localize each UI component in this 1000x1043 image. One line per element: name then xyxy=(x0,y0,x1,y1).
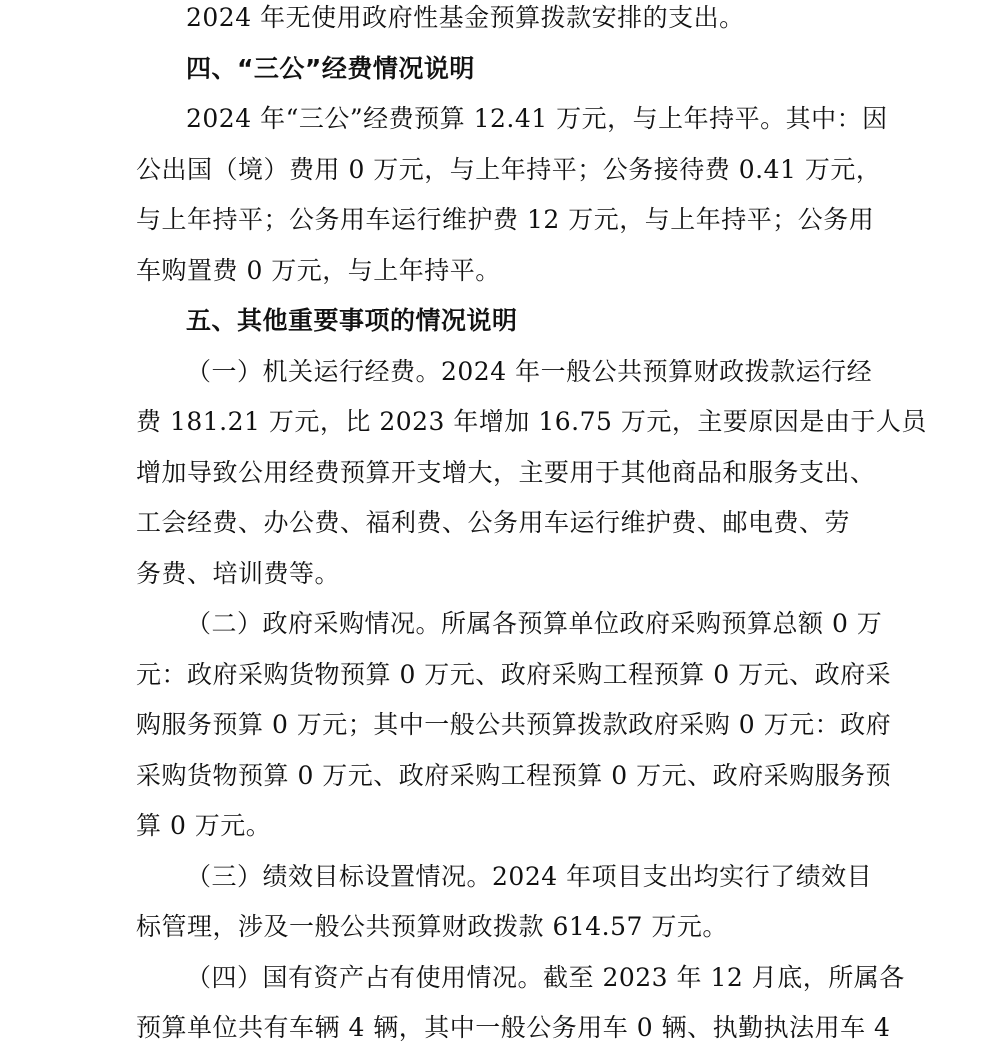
section-heading-other-matters: 五、其他重要事项的情况说明 xyxy=(186,306,518,335)
paragraph-line: （一）机关运行经费。2024 年一般公共预算财政拨款运行经 xyxy=(186,357,873,386)
paragraph-line: 标管理，涉及一般公共预算财政拨款 614.57 万元。 xyxy=(136,912,728,941)
paragraph-line: 工会经费、办公费、福利费、公务用车运行维护费、邮电费、劳 xyxy=(136,508,851,537)
paragraph-line: 购服务预算 0 万元；其中一般公共预算拨款政府采购 0 万元：政府 xyxy=(136,710,892,739)
paragraph-line: 增加导致公用经费预算开支增大，主要用于其他商品和服务支出、 xyxy=(136,458,876,487)
paragraph-line: 费 181.21 万元，比 2023 年增加 16.75 万元，主要原因是由于人员 xyxy=(136,407,927,436)
paragraph-line: 公出国（境）费用 0 万元，与上年持平；公务接待费 0.41 万元， xyxy=(136,155,882,184)
paragraph-line: 算 0 万元。 xyxy=(136,811,272,840)
paragraph-line: （四）国有资产占有使用情况。截至 2023 年 12 月底，所属各 xyxy=(186,963,905,992)
paragraph-line: 采购货物预算 0 万元、政府采购工程预算 0 万元、政府采购服务预 xyxy=(136,761,892,790)
paragraph-line: 元：政府采购货物预算 0 万元、政府采购工程预算 0 万元、政府采 xyxy=(136,660,892,689)
paragraph-line: 与上年持平；公务用车运行维护费 12 万元，与上年持平；公务用 xyxy=(136,205,875,234)
paragraph-line: 车购置费 0 万元，与上年持平。 xyxy=(136,256,501,285)
paragraph-line: （二）政府采购情况。所属各预算单位政府采购预算总额 0 万 xyxy=(186,609,883,638)
paragraph-line: 预算单位共有车辆 4 辆，其中一般公务用车 0 辆、执勤执法用车 4 xyxy=(136,1013,891,1042)
paragraph-line: 务费、培训费等。 xyxy=(136,559,341,588)
paragraph-line: 2024 年无使用政府性基金预算拨款安排的支出。 xyxy=(186,3,745,32)
paragraph-line: （三）绩效目标设置情况。2024 年项目支出均实行了绩效目 xyxy=(186,862,873,891)
section-heading-three-public: 四、“三公”经费情况说明 xyxy=(186,54,475,83)
paragraph-line: 2024 年“三公”经费预算 12.41 万元，与上年持平。其中：因 xyxy=(186,104,888,133)
